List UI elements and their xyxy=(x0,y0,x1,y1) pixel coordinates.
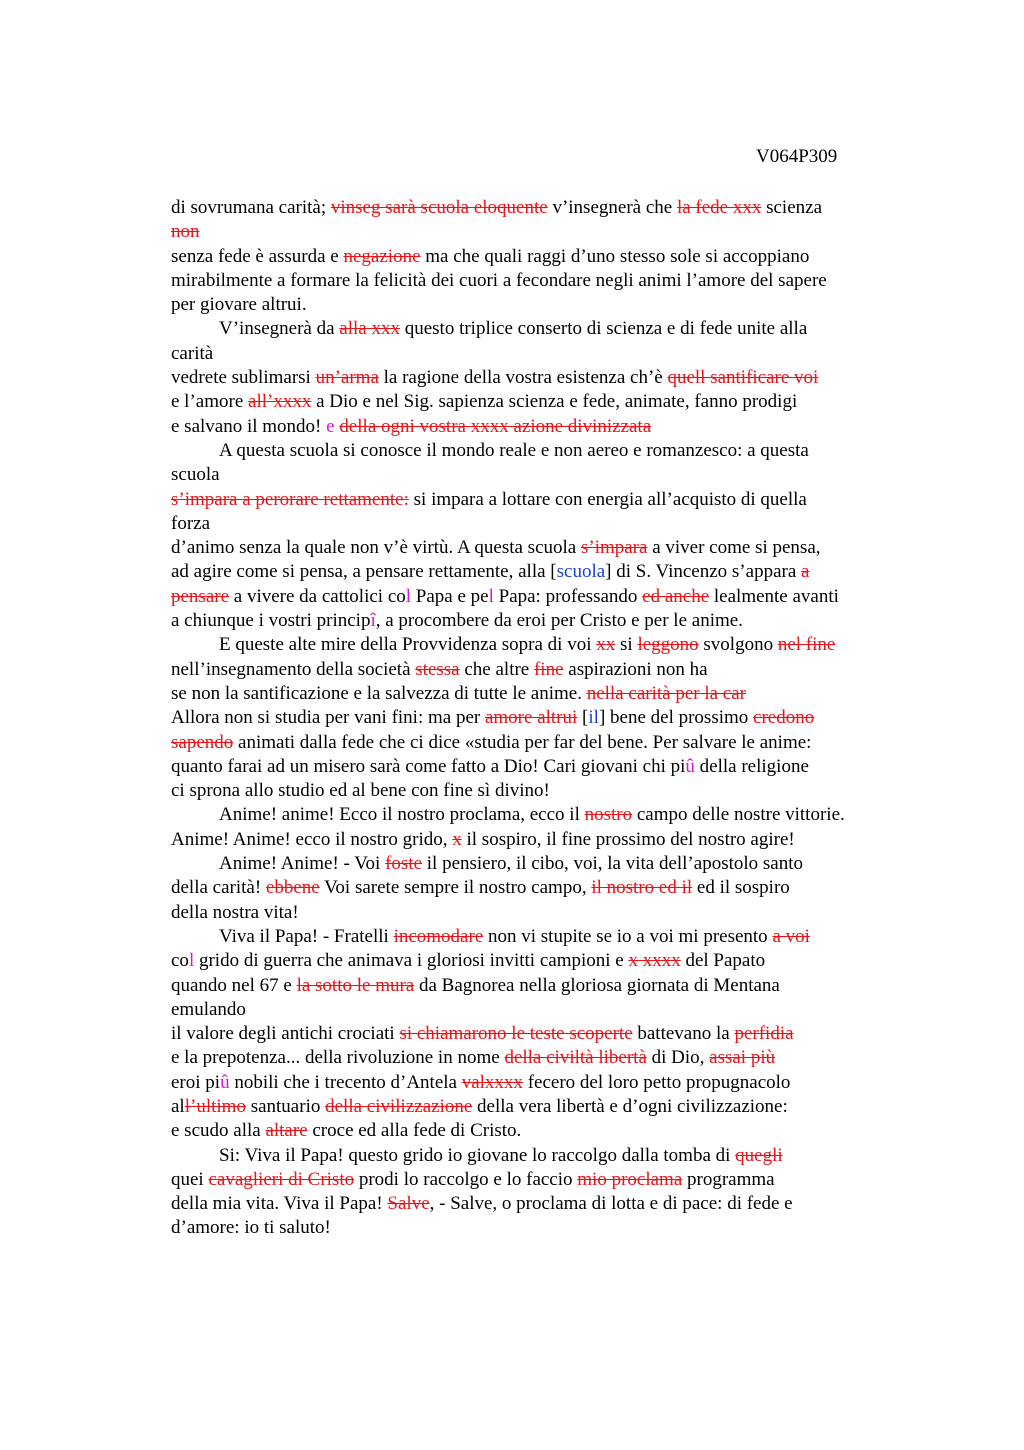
text-line xyxy=(171,488,911,512)
deleted-text: negazione xyxy=(343,245,421,267)
deleted-text: foste xyxy=(385,853,423,875)
deleted-text: Salve xyxy=(387,1193,430,1215)
text-line xyxy=(171,682,911,706)
deleted-text: non xyxy=(171,221,200,243)
text-segment: al xyxy=(171,1095,185,1117)
text-segment: grido di guerra che animava i gloriosi invitti campioni e xyxy=(194,950,629,972)
text-segment: da Bagnorea nella gloriosa giornata di Mentana xyxy=(414,974,780,996)
text-line xyxy=(171,1168,911,1192)
deleted-text: altare xyxy=(265,1120,308,1142)
text-segment: croce ed alla fede di Cristo. xyxy=(307,1120,522,1142)
accent-letter: î xyxy=(370,610,376,632)
deleted-text: quegli xyxy=(735,1144,783,1166)
deleted-text: si chiamarono le teste scoperte xyxy=(399,1023,633,1045)
deleted-text: della civilizzazione xyxy=(325,1095,473,1117)
text-segment: santuario xyxy=(245,1095,326,1117)
text-segment: mirabilmente a formare la felicità dei cuori a fecondare negli animi l’amore del sapere xyxy=(171,269,827,291)
text-line xyxy=(171,196,911,220)
text-segment: forza xyxy=(171,512,211,534)
text-line xyxy=(171,1216,911,1240)
text-segment: V’insegnerà da xyxy=(219,318,340,340)
text-line xyxy=(171,1046,911,1070)
text-segment: ad agire come si pensa, a pensare rettamente, alla [ xyxy=(171,561,557,583)
text-line xyxy=(171,439,911,463)
text-line xyxy=(171,536,911,560)
text-segment: ed il sospiro xyxy=(692,877,790,899)
text-segment: E queste alte mire della Provvidenza sopra di voi xyxy=(219,634,597,656)
text-line xyxy=(171,366,911,390)
text-line xyxy=(171,803,911,827)
deleted-text: ed anche xyxy=(642,585,710,607)
text-segment: battevano la xyxy=(632,1023,735,1045)
text-segment: Papa e pe xyxy=(411,585,489,607)
deleted-text: cavaglieri di Cristo xyxy=(208,1168,355,1190)
deleted-text: leggono xyxy=(637,634,699,656)
text-segment: per giovare altrui. xyxy=(171,294,307,316)
text-segment: Voi sarete sempre il nostro campo, xyxy=(319,877,592,899)
deleted-text: nella carità per la car xyxy=(586,682,746,704)
text-line xyxy=(171,852,911,876)
text-line xyxy=(171,512,911,536)
text-segment: quei xyxy=(171,1168,209,1190)
text-segment: Papa: professando xyxy=(493,585,643,607)
text-segment: il valore degli antichi crociati xyxy=(171,1023,400,1045)
text-segment: Anime! Anime! ecco il nostro grido, xyxy=(171,828,453,850)
text-line xyxy=(171,658,911,682)
deleted-text: a xyxy=(801,561,810,583)
deleted-text: ebbene xyxy=(265,877,320,899)
deleted-text: della civiltà libertà xyxy=(504,1047,647,1069)
text-line xyxy=(171,220,911,244)
text-segment: e la prepotenza... della rivoluzione in nome xyxy=(171,1047,505,1069)
text-segment: il sospiro, il fine prossimo del nostro agire! xyxy=(461,828,795,850)
deleted-text: nostro xyxy=(584,804,633,826)
text-line xyxy=(171,1192,911,1216)
deleted-text: credono xyxy=(753,707,815,729)
deleted-text: amore altrui xyxy=(484,707,578,729)
text-segment: Anime! anime! Ecco il nostro proclama, ecco il xyxy=(219,804,585,826)
text-line xyxy=(171,633,911,657)
text-line xyxy=(171,779,911,803)
text-line xyxy=(171,731,911,755)
text-segment: d’animo senza la quale non v’è virtù. A questa scuola xyxy=(171,537,581,559)
text-segment: del Papato xyxy=(680,950,766,972)
text-line xyxy=(171,1119,911,1143)
deleted-text: l’ultimo xyxy=(184,1095,246,1117)
accent-letter: û xyxy=(685,755,695,777)
text-line xyxy=(171,974,911,998)
text-segment: ] di S. Vincenzo s’appara xyxy=(605,561,802,583)
manuscript-transcription xyxy=(171,196,911,1241)
text-line xyxy=(171,925,911,949)
text-segment: co xyxy=(171,950,189,972)
accent-letter: l xyxy=(405,585,412,607)
text-line xyxy=(171,1071,911,1095)
text-segment: della carità! xyxy=(171,877,266,899)
deleted-text: il nostro ed il xyxy=(591,877,693,899)
deleted-text: s’impara a perorare rettamente: xyxy=(171,488,409,510)
text-segment: scuola xyxy=(171,464,220,486)
text-segment: Si: Viva il Papa! questo grido io giovane lo raccolgo dalla tomba di xyxy=(219,1144,736,1166)
text-line xyxy=(171,269,911,293)
deleted-text: xx xyxy=(596,634,616,656)
text-segment: della nostra vita! xyxy=(171,901,299,923)
inserted-text: scuola xyxy=(556,561,606,583)
text-segment: e salvano il mondo! xyxy=(171,415,327,437)
text-line xyxy=(171,415,911,439)
deleted-text: fine xyxy=(533,658,564,680)
text-line xyxy=(171,706,911,730)
text-segment: che altre xyxy=(459,658,534,680)
text-segment: fecero del loro petto propugnacolo xyxy=(522,1071,791,1093)
text-segment: svolgono xyxy=(698,634,778,656)
text-line xyxy=(171,390,911,414)
text-segment: nell’insegnamento della società xyxy=(171,658,416,680)
text-segment: vedrete sublimarsi xyxy=(171,367,316,389)
text-segment: della mia vita. Viva il Papa! xyxy=(171,1193,388,1215)
deleted-text: pensare xyxy=(171,585,230,607)
text-segment: v’insegnerà che xyxy=(547,197,677,218)
text-segment: animati dalla fede che ci dice «studia per far del bene. Per salvare le anime: xyxy=(233,731,812,753)
deleted-text: sapendo xyxy=(171,731,234,753)
deleted-text: un’arma xyxy=(315,367,379,389)
text-segment: , - Salve, o proclama di lotta e di pace: di fede e xyxy=(429,1193,793,1215)
text-line xyxy=(171,463,911,487)
text-segment: e l’amore xyxy=(171,391,249,413)
text-segment: se non la santificazione e la salvezza di tutte le anime. xyxy=(171,682,587,704)
deleted-text: la sotto le mura xyxy=(296,974,415,996)
text-segment: a vivere da cattolici co xyxy=(229,585,406,607)
text-segment: della religione xyxy=(694,755,809,777)
text-segment: A questa scuola si conosce il mondo reale e non aereo e romanzesco: a questa xyxy=(219,439,809,461)
text-line xyxy=(171,1022,911,1046)
text-segment: , a procombere da eroi per Cristo e per le anime. xyxy=(375,610,743,632)
deleted-text: incomodare xyxy=(393,925,484,947)
text-segment: a Dio e nel Sig. sapienza scienza e fede, animate, fanno prodigi xyxy=(311,391,798,413)
deleted-text: quell santificare voi xyxy=(667,367,819,389)
text-line xyxy=(171,293,911,317)
text-line xyxy=(171,1144,911,1168)
text-segment: d’amore: io ti saluto! xyxy=(171,1217,331,1239)
text-segment: e scudo alla xyxy=(171,1120,266,1142)
text-line xyxy=(171,609,911,633)
text-segment: senza fede è assurda e xyxy=(171,245,344,267)
text-segment: la ragione della vostra esistenza ch’è xyxy=(378,367,668,389)
text-line xyxy=(171,317,911,341)
deleted-text: a voi xyxy=(772,925,810,947)
text-segment: a viver come si pensa, xyxy=(647,537,821,559)
deleted-text: s’impara xyxy=(580,537,648,559)
text-segment: eroi pi xyxy=(171,1071,221,1093)
accent-letter: l xyxy=(188,950,195,972)
text-segment: ] bene del prossimo xyxy=(598,707,754,729)
text-line xyxy=(171,245,911,269)
text-segment: non vi stupite se io a voi mi presento xyxy=(483,925,773,947)
page-identifier: V064P309 xyxy=(756,146,838,167)
text-line xyxy=(171,998,911,1022)
text-line xyxy=(171,585,911,609)
text-segment: Allora non si studia per vani fini: ma per xyxy=(171,707,485,729)
deleted-text: x xxxx xyxy=(628,950,681,972)
text-line xyxy=(171,560,911,584)
text-segment: si xyxy=(615,634,638,656)
text-segment: questo triplice conserto di scienza e di fede unite alla xyxy=(399,318,808,340)
text-line xyxy=(171,342,911,366)
accent-letter: e xyxy=(326,415,335,437)
accent-letter: û xyxy=(220,1071,230,1093)
text-line xyxy=(171,876,911,900)
text-segment: Viva il Papa! - Fratelli xyxy=(219,925,394,947)
text-line xyxy=(171,755,911,779)
text-line xyxy=(171,828,911,852)
text-segment: prodi lo raccolgo e lo faccio xyxy=(354,1168,578,1190)
accent-letter: l xyxy=(488,585,494,607)
text-segment: quanto farai ad un misero sarà come fatto a Dio! Cari giovani chi pi xyxy=(171,755,686,777)
deleted-text: all’xxxx xyxy=(248,391,312,413)
text-line xyxy=(171,949,911,973)
text-segment: programma xyxy=(682,1168,775,1190)
deleted-text: vinseg sarà scuola eloquente xyxy=(330,197,548,218)
deleted-text: assai più xyxy=(709,1047,776,1069)
text-segment: aspirazioni non ha xyxy=(563,658,708,680)
text-segment: emulando xyxy=(171,998,246,1020)
deleted-text: della ogni vostra xxxx azione divinizzata xyxy=(339,415,652,437)
text-segment: della vera libertà e d’ogni civilizzazione: xyxy=(472,1095,788,1117)
deleted-text: x xyxy=(452,828,462,850)
deleted-text: stessa xyxy=(415,658,460,680)
text-segment: nobili che i trecento d’Antela xyxy=(229,1071,462,1093)
text-segment: il pensiero, il cibo, voi, la vita dell’apostolo santo xyxy=(422,853,803,875)
text-segment: [ xyxy=(577,707,589,729)
text-segment: di sovrumana carità; xyxy=(171,197,331,218)
deleted-text: valxxxx xyxy=(461,1071,523,1093)
deleted-text: perfidia xyxy=(734,1023,794,1045)
deleted-text: alla xxx xyxy=(339,318,400,340)
text-segment: campo delle nostre vittorie. xyxy=(632,804,845,826)
text-segment: Anime! Anime! - Voi xyxy=(219,853,386,875)
inserted-text: il xyxy=(588,707,599,729)
text-segment: scienza xyxy=(761,197,823,218)
deleted-text: nel fine xyxy=(777,634,836,656)
text-segment: di Dio, xyxy=(646,1047,710,1069)
deleted-text: mio proclama xyxy=(577,1168,683,1190)
text-segment: a chiunque i vostri princip xyxy=(171,610,371,632)
text-segment: ci sprona allo studio ed al bene con fine sì divino! xyxy=(171,780,550,802)
text-line xyxy=(171,1095,911,1119)
text-segment: si impara a lottare con energia all’acquisto di quella xyxy=(408,488,807,510)
text-segment: carità xyxy=(171,342,214,364)
deleted-text: la fede xxx xyxy=(676,197,762,218)
text-segment: quando nel 67 e xyxy=(171,974,297,996)
text-segment: ma che quali raggi d’uno stesso sole si accoppiano xyxy=(420,245,810,267)
text-segment: lealmente avanti xyxy=(709,585,839,607)
text-line xyxy=(171,901,911,925)
